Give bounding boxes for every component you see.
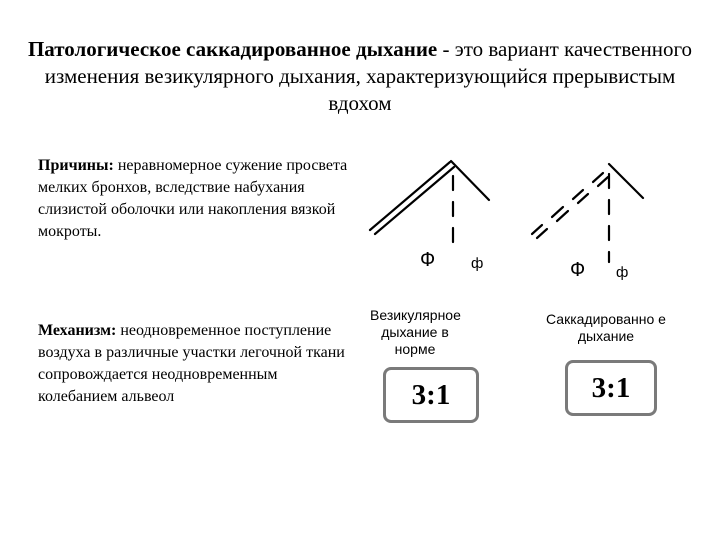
inspiration-segment bbox=[578, 194, 588, 203]
inspiration-segment bbox=[532, 225, 542, 234]
causes-paragraph bbox=[38, 155, 353, 243]
mechanism-paragraph bbox=[38, 320, 353, 408]
inspiration-segment bbox=[573, 190, 583, 199]
inspiration-line-outer bbox=[370, 162, 450, 230]
saccadic-ratio-box: 3:1 bbox=[565, 360, 657, 416]
expiration-line bbox=[609, 164, 643, 198]
inspiration-segment bbox=[557, 211, 568, 221]
mechanism-text: неодновременное поступление воздуха в различные участки легочной ткани сопровождается неодновременным колебанием альвеол bbox=[38, 322, 345, 405]
expiration-label: ф bbox=[616, 264, 629, 281]
inspiration-line-inner bbox=[375, 167, 454, 234]
causes-label: Причины: bbox=[38, 157, 114, 174]
title-term: Патологическое саккадированное дыхание bbox=[27, 37, 438, 61]
inspiration-label: Ф bbox=[420, 249, 436, 271]
inspiration-segment bbox=[598, 177, 608, 186]
expiration-line bbox=[451, 161, 489, 200]
page-title bbox=[20, 36, 700, 117]
inspiration-segment bbox=[552, 207, 563, 217]
saccadic-breathing-diagram bbox=[520, 150, 670, 285]
vesicular-breathing-diagram bbox=[360, 150, 510, 280]
inspiration-segment bbox=[593, 173, 603, 182]
vesicular-ratio-box: 3:1 bbox=[383, 367, 479, 423]
inspiration-segment bbox=[537, 229, 547, 238]
saccadic-caption: Саккадированно е дыхание bbox=[546, 311, 666, 344]
expiration-label: ф bbox=[471, 255, 484, 272]
title-definition: - это вариант качественного изменения везикулярного дыхания, характеризующийся прерывистым вдохом bbox=[44, 37, 693, 115]
mechanism-label: Механизм: bbox=[38, 322, 117, 339]
inspiration-label: Ф bbox=[570, 259, 586, 281]
causes-text: неравномерное сужение просвета мелких бронхов, вследствие набухания слизистой оболочки или накопления вязкой мокроты. bbox=[38, 157, 348, 240]
vesicular-caption: Везикулярное дыхание в норме bbox=[370, 307, 461, 357]
